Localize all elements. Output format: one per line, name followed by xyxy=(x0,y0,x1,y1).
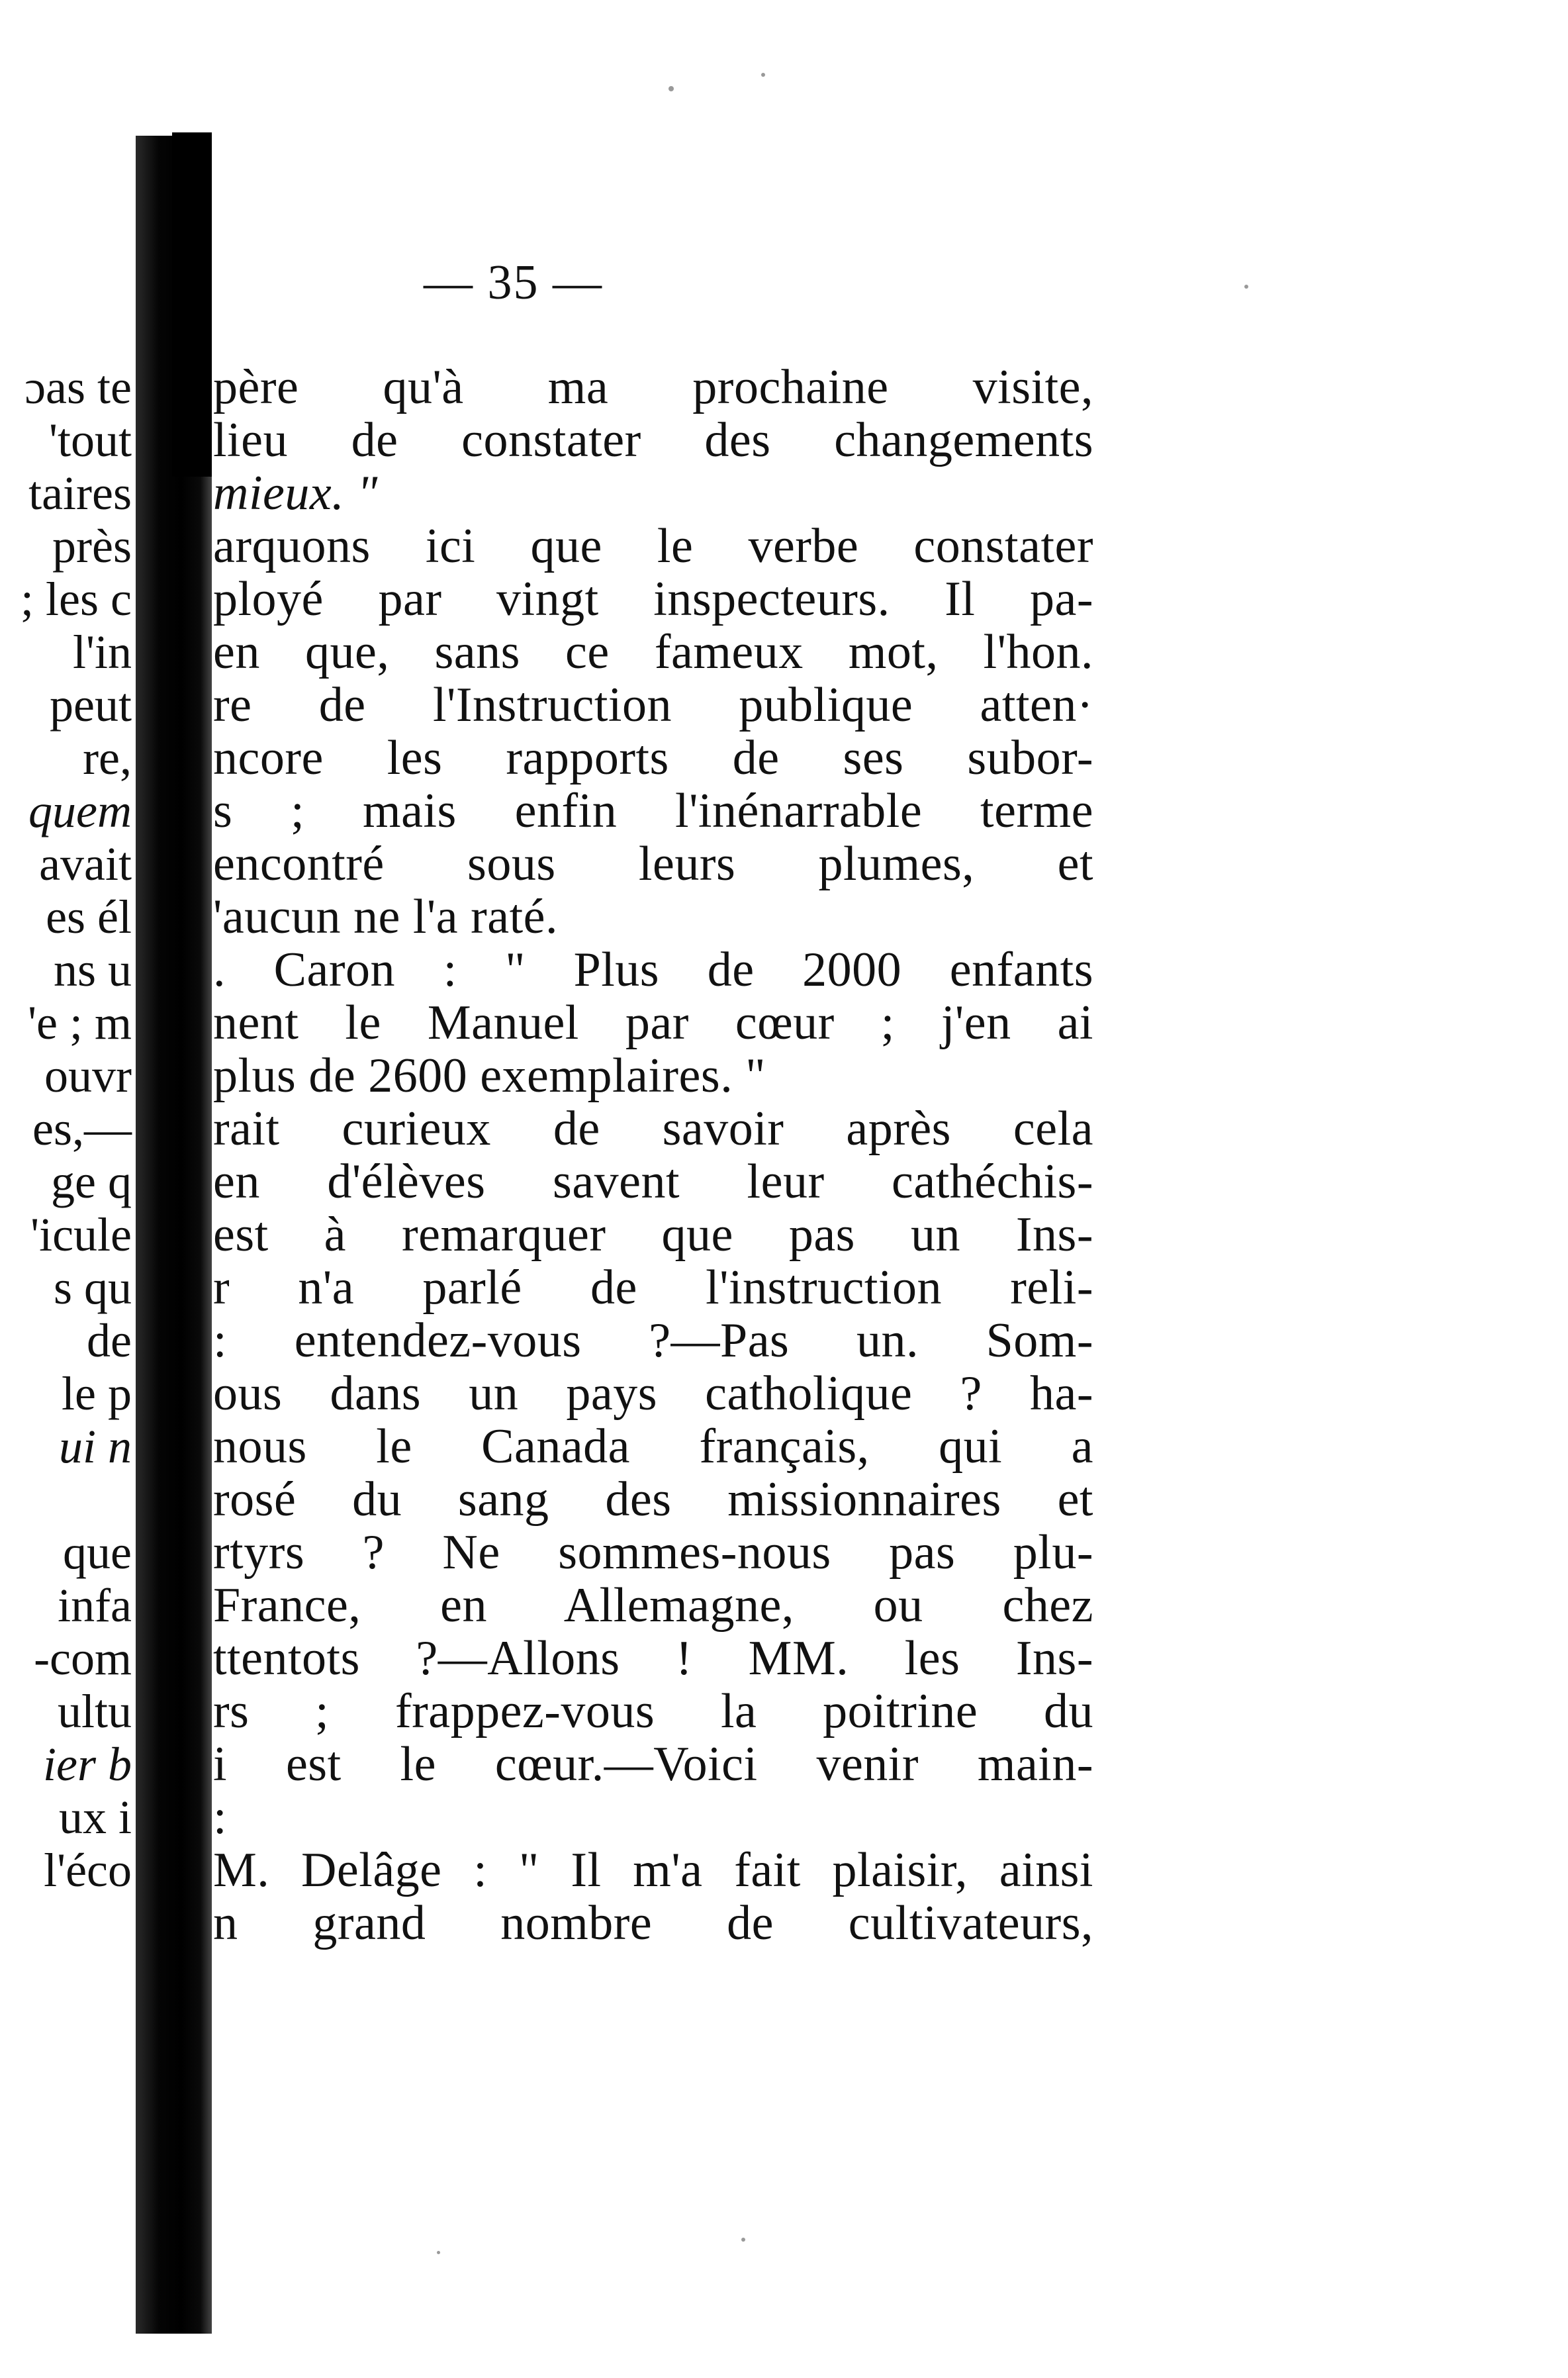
page-number: — 35 — xyxy=(424,256,603,310)
fragment-line: infa xyxy=(58,1579,132,1632)
text-line: lieu de constater des changements xyxy=(213,414,1093,467)
text-line: mieux. " xyxy=(213,467,378,520)
fragment-line: 'icule xyxy=(30,1208,132,1261)
fragment-line: de xyxy=(87,1314,132,1367)
fragment-line: taires xyxy=(28,467,132,520)
text-line: re de l'Instruction publique atten· xyxy=(213,679,1093,732)
fragment-line: ultu xyxy=(57,1685,132,1738)
fragment-line: ns u xyxy=(53,943,132,996)
fragment-line: l'in xyxy=(73,626,132,679)
fragment-line: quem xyxy=(28,785,132,837)
fragment-line: 'tout xyxy=(49,414,132,467)
facing-page-fragments xyxy=(0,361,136,1950)
text-line: en d'élèves savent leur cathéchis- xyxy=(213,1155,1093,1208)
scan-speckle xyxy=(761,73,765,77)
fragment-line: es,— xyxy=(32,1102,132,1155)
fragment-line: -com xyxy=(34,1632,132,1685)
text-line: s ; mais enfin l'inénarrable terme xyxy=(213,785,1093,837)
text-line: : entendez-vous ?—Pas un. Som- xyxy=(213,1314,1093,1367)
text-line: rtyrs ? Ne sommes-nous pas plu- xyxy=(213,1526,1093,1579)
scan-speckle xyxy=(741,2238,745,2242)
text-line: père qu'à ma prochaine visite, xyxy=(213,361,1093,414)
text-line: ttentots ?—Allons ! MM. les Ins- xyxy=(213,1632,1093,1685)
fragment-line: es él xyxy=(46,890,132,943)
text-line: en que, sans ce fameux mot, l'hon. xyxy=(213,626,1093,679)
fragment-line: ɔas te xyxy=(24,361,132,414)
fragment-line: s qu xyxy=(53,1261,132,1314)
binding-gutter-shadow-top xyxy=(172,132,212,477)
fragment-line: ier b xyxy=(43,1738,132,1791)
fragment-line: ui n xyxy=(58,1420,132,1473)
fragment-line xyxy=(0,1473,136,1526)
scan-speckle xyxy=(1244,285,1248,289)
fragment-line: 'e ; m xyxy=(28,996,132,1049)
text-line: : xyxy=(213,1791,228,1844)
fragment-line: ouvr xyxy=(44,1049,132,1102)
text-line: n grand nombre de cultivateurs, xyxy=(213,1897,1093,1950)
fragment-line xyxy=(0,1897,136,1950)
text-line: . Caron : " Plus de 2000 enfants xyxy=(213,943,1093,996)
text-line: est à remarquer que pas un Ins- xyxy=(213,1208,1093,1261)
fragment-line: re, xyxy=(83,732,132,785)
scan-speckle xyxy=(669,86,674,91)
fragment-line: que xyxy=(63,1526,132,1579)
text-line: M. Delâge : " Il m'a fait plaisir, ainsi xyxy=(213,1844,1093,1897)
text-line: ncore les rapports de ses subor- xyxy=(213,732,1093,785)
fragment-line: peut xyxy=(50,679,132,732)
fragment-line: avait xyxy=(39,837,132,890)
text-line: ployé par vingt inspecteurs. Il pa- xyxy=(213,573,1093,626)
text-line: ous dans un pays catholique ? ha- xyxy=(213,1367,1093,1420)
text-line: r n'a parlé de l'instruction reli- xyxy=(213,1261,1093,1314)
scan-speckle xyxy=(437,2251,440,2254)
text-line: France, en Allemagne, ou chez xyxy=(213,1579,1093,1632)
text-line: arquons ici que le verbe constater xyxy=(213,520,1093,573)
text-line: nent le Manuel par cœur ; j'en ai xyxy=(213,996,1093,1049)
fragment-line: le p xyxy=(62,1367,132,1420)
body-text xyxy=(213,361,1093,1950)
fragment-line: près xyxy=(52,520,132,573)
fragment-line: ; les c xyxy=(21,573,132,626)
text-line: rait curieux de savoir après cela xyxy=(213,1102,1093,1155)
text-line: nous le Canada français, qui a xyxy=(213,1420,1093,1473)
text-line: encontré sous leurs plumes, et xyxy=(213,837,1093,890)
fragment-line: ux i xyxy=(58,1791,132,1844)
fragment-line: ge q xyxy=(51,1155,132,1208)
text-line: rs ; frappez-vous la poitrine du xyxy=(213,1685,1093,1738)
fragment-line: l'éco xyxy=(44,1844,132,1897)
text-line: plus de 2600 exemplaires. " xyxy=(213,1049,766,1102)
text-line: 'aucun ne l'a raté. xyxy=(213,890,558,943)
text-line: rosé du sang des missionnaires et xyxy=(213,1473,1093,1526)
text-line: i est le cœur.—Voici venir main- xyxy=(213,1738,1093,1791)
